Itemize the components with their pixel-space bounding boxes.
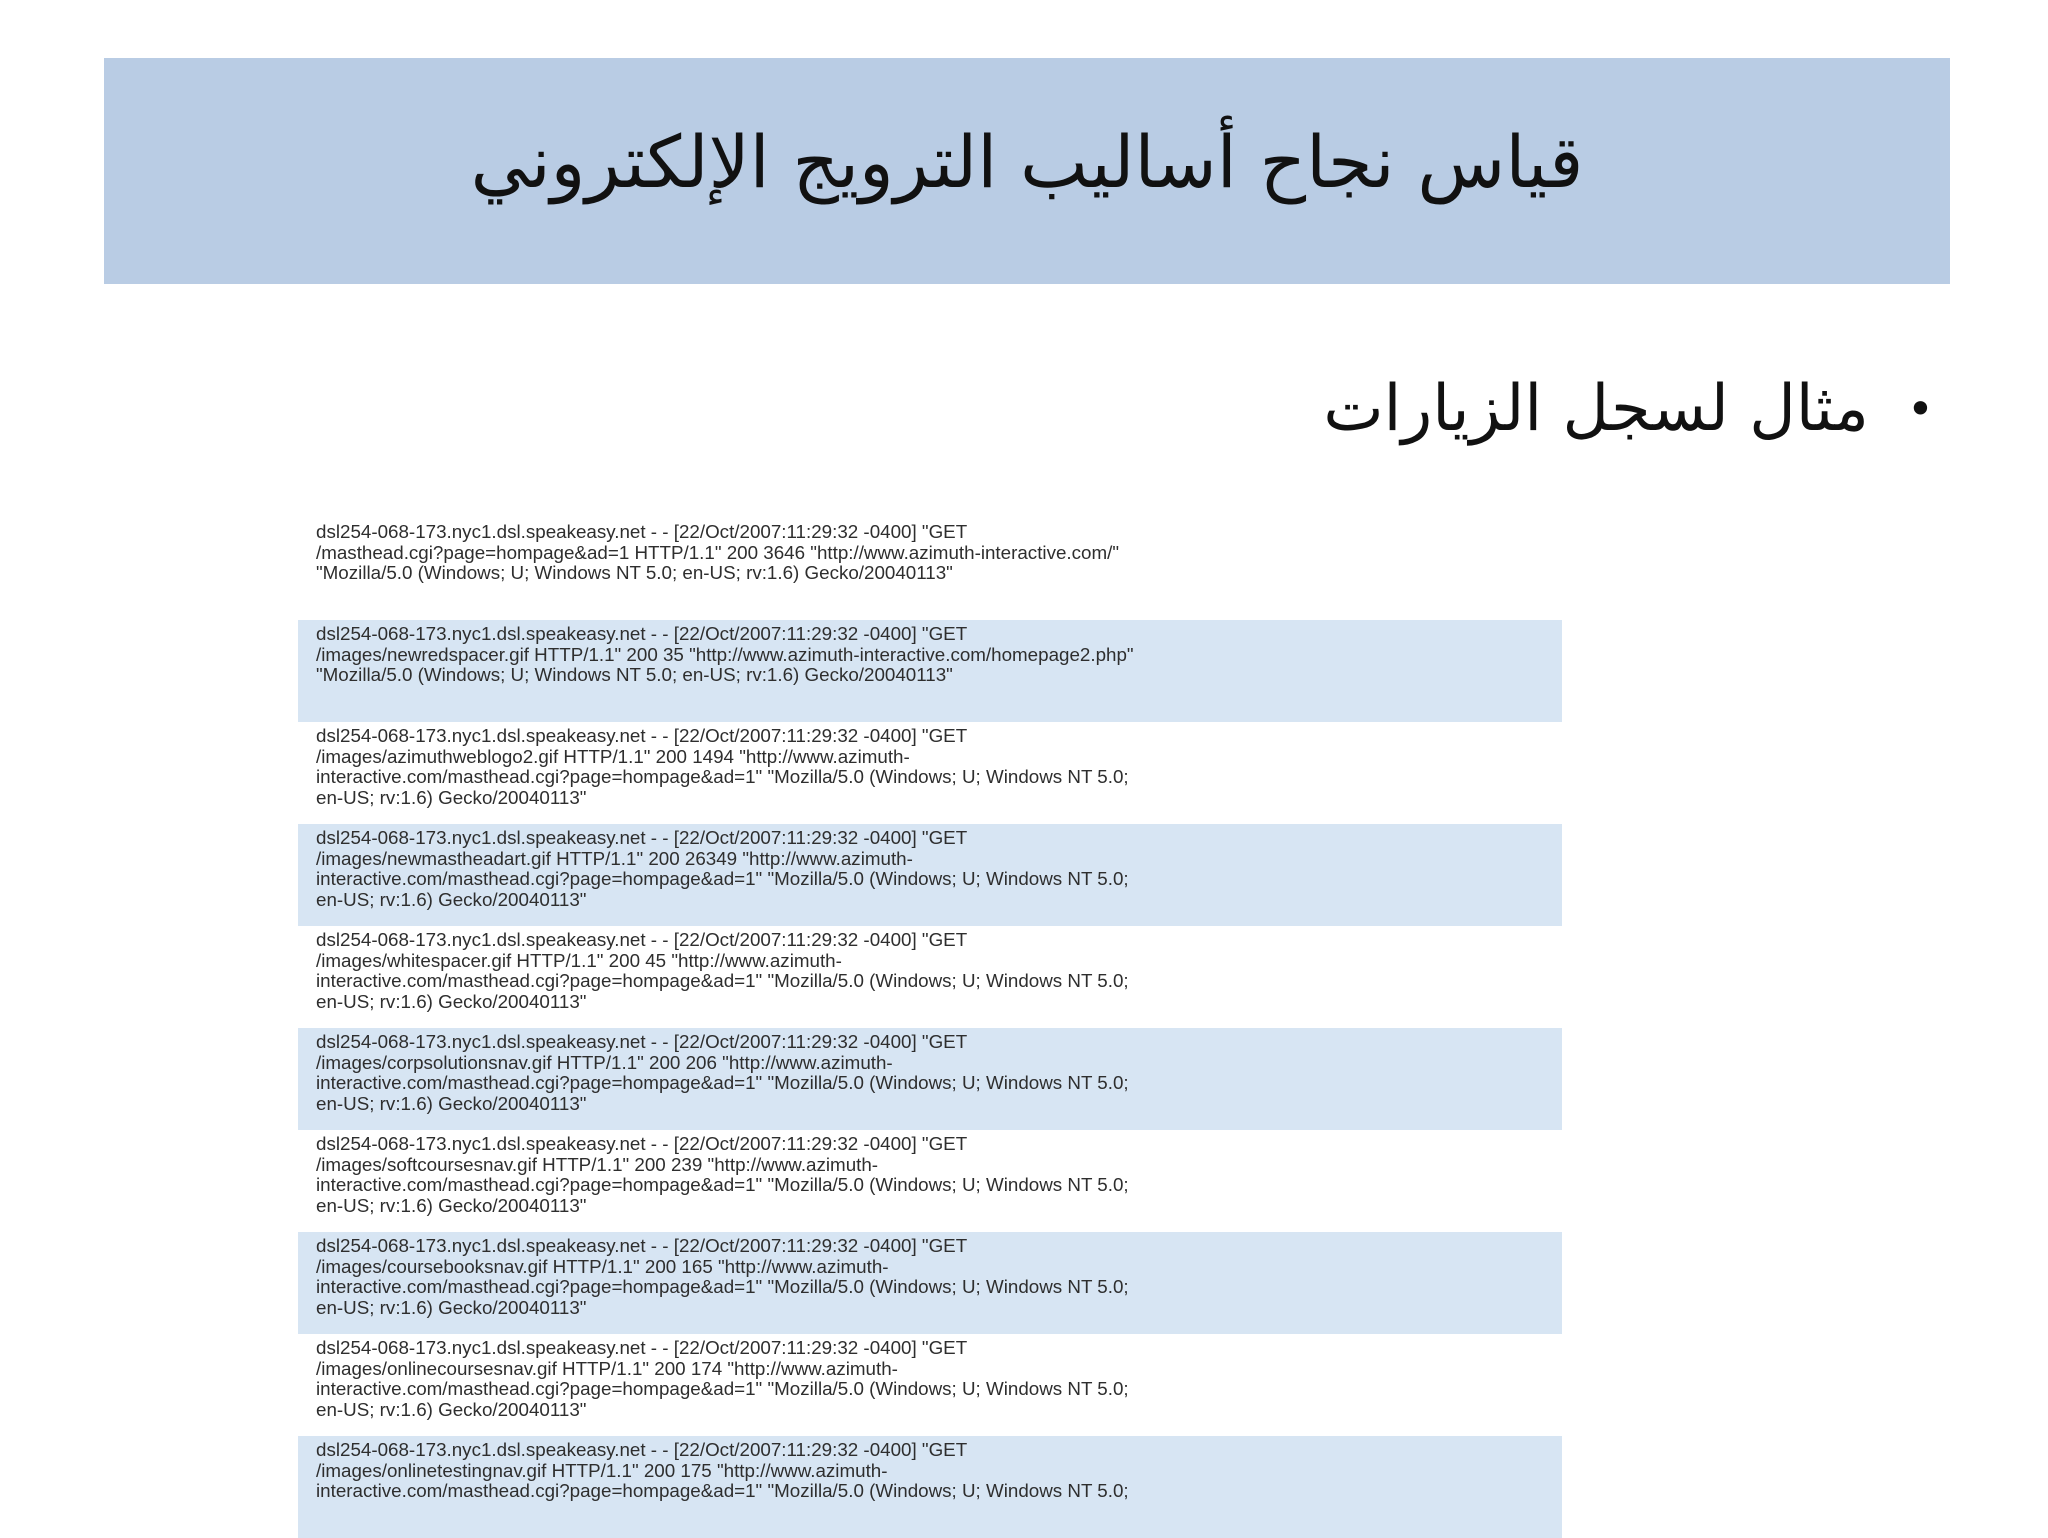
log-line: interactive.com/masthead.cgi?page=hompage&ad=1" "Mozilla/5.0 (Windows; U; Windows NT 5.0; bbox=[316, 970, 1129, 991]
log-entry bbox=[298, 926, 1562, 1028]
log-entry bbox=[298, 1436, 1562, 1538]
log-line: dsl254-068-173.nyc1.dsl.speakeasy.net - - [22/Oct/2007:11:29:32 -0400] "GET bbox=[316, 623, 968, 644]
slide-title: قياس نجاح أساليب الترويج الإلكتروني bbox=[470, 120, 1584, 204]
log-line: dsl254-068-173.nyc1.dsl.speakeasy.net - - [22/Oct/2007:11:29:32 -0400] "GET bbox=[316, 827, 968, 848]
log-entry bbox=[298, 722, 1562, 824]
log-line: dsl254-068-173.nyc1.dsl.speakeasy.net - - [22/Oct/2007:11:29:32 -0400] "GET bbox=[316, 1031, 968, 1052]
log-line: dsl254-068-173.nyc1.dsl.speakeasy.net - - [22/Oct/2007:11:29:32 -0400] "GET bbox=[316, 725, 968, 746]
log-line: interactive.com/masthead.cgi?page=hompage&ad=1" "Mozilla/5.0 (Windows; U; Windows NT 5.0; bbox=[316, 1072, 1129, 1093]
log-entry bbox=[298, 620, 1562, 722]
log-entry bbox=[298, 1334, 1562, 1436]
access-log-image bbox=[298, 518, 1562, 1501]
log-line: en-US; rv:1.6) Gecko/20040113" bbox=[316, 1296, 587, 1318]
log-line: en-US; rv:1.6) Gecko/20040113" bbox=[316, 1092, 587, 1114]
log-entry bbox=[298, 518, 1562, 620]
title-band bbox=[104, 58, 1950, 284]
log-line: /images/onlinecoursesnav.gif HTTP/1.1" 200 174 "http://www.azimuth- bbox=[316, 1357, 898, 1379]
log-line: /images/softcoursesnav.gif HTTP/1.1" 200 239 "http://www.azimuth- bbox=[316, 1153, 879, 1175]
bullet-dot-icon: • bbox=[1906, 382, 1934, 436]
log-line: interactive.com/masthead.cgi?page=hompage&ad=1" "Mozilla/5.0 (Windows; U; Windows NT 5.0; bbox=[316, 766, 1129, 787]
log-line: interactive.com/masthead.cgi?page=hompage&ad=1" "Mozilla/5.0 (Windows; U; Windows NT 5.0; bbox=[316, 1480, 1129, 1501]
log-line: dsl254-068-173.nyc1.dsl.speakeasy.net - - [22/Oct/2007:11:29:32 -0400] "GET bbox=[316, 1235, 968, 1256]
log-line: /images/onlinetestingnav.gif HTTP/1.1" 200 175 "http://www.azimuth- bbox=[316, 1459, 888, 1481]
log-entry bbox=[298, 1130, 1562, 1232]
log-line: interactive.com/masthead.cgi?page=hompage&ad=1" "Mozilla/5.0 (Windows; U; Windows NT 5.0; bbox=[316, 868, 1129, 889]
log-entry bbox=[298, 1232, 1562, 1334]
log-line: /images/coursebooksnav.gif HTTP/1.1" 200 165 "http://www.azimuth- bbox=[316, 1255, 889, 1277]
log-line: en-US; rv:1.6) Gecko/20040113" bbox=[316, 1398, 587, 1420]
log-line: interactive.com/masthead.cgi?page=hompage&ad=1" "Mozilla/5.0 (Windows; U; Windows NT 5.0; bbox=[316, 1276, 1129, 1297]
bullet-text: مثال لسجل الزيارات bbox=[1323, 372, 1869, 446]
log-line: dsl254-068-173.nyc1.dsl.speakeasy.net - - [22/Oct/2007:11:29:32 -0400] "GET bbox=[316, 929, 968, 950]
log-line: en-US; rv:1.6) Gecko/20040113" bbox=[316, 888, 587, 910]
log-line: /images/whitespacer.gif HTTP/1.1" 200 45 "http://www.azimuth- bbox=[316, 949, 842, 971]
log-line: dsl254-068-173.nyc1.dsl.speakeasy.net - - [22/Oct/2007:11:29:32 -0400] "GET bbox=[316, 1337, 968, 1358]
log-line: /images/newmastheadart.gif HTTP/1.1" 200 26349 "http://www.azimuth- bbox=[316, 847, 913, 869]
log-line: en-US; rv:1.6) Gecko/20040113" bbox=[316, 990, 587, 1012]
log-line: en-US; rv:1.6) Gecko/20040113" bbox=[316, 1194, 587, 1216]
log-line: /images/newredspacer.gif HTTP/1.1" 200 35 "http://www.azimuth-interactive.com/homepage2.php" bbox=[316, 643, 1134, 665]
log-line: dsl254-068-173.nyc1.dsl.speakeasy.net - - [22/Oct/2007:11:29:32 -0400] "GET bbox=[316, 1133, 968, 1154]
log-line: "Mozilla/5.0 (Windows; U; Windows NT 5.0; en-US; rv:1.6) Gecko/20040113" bbox=[316, 562, 953, 583]
log-line: interactive.com/masthead.cgi?page=hompage&ad=1" "Mozilla/5.0 (Windows; U; Windows NT 5.0; bbox=[316, 1174, 1129, 1195]
log-line: en-US; rv:1.6) Gecko/20040113" bbox=[316, 786, 587, 808]
bullet-item bbox=[1323, 372, 1934, 446]
log-line: /images/azimuthweblogo2.gif HTTP/1.1" 200 1494 "http://www.azimuth- bbox=[316, 745, 910, 767]
log-line: "Mozilla/5.0 (Windows; U; Windows NT 5.0; en-US; rv:1.6) Gecko/20040113" bbox=[316, 664, 953, 685]
log-line: /images/corpsolutionsnav.gif HTTP/1.1" 200 206 "http://www.azimuth- bbox=[316, 1051, 893, 1073]
log-line: interactive.com/masthead.cgi?page=hompage&ad=1" "Mozilla/5.0 (Windows; U; Windows NT 5.0; bbox=[316, 1378, 1129, 1399]
log-line: /masthead.cgi?page=hompage&ad=1 HTTP/1.1" 200 3646 "http://www.azimuth-interactive.com/" bbox=[316, 541, 1119, 563]
log-line: dsl254-068-173.nyc1.dsl.speakeasy.net - - [22/Oct/2007:11:29:32 -0400] "GET bbox=[316, 521, 968, 542]
log-entry bbox=[298, 824, 1562, 926]
log-line: dsl254-068-173.nyc1.dsl.speakeasy.net - - [22/Oct/2007:11:29:32 -0400] "GET bbox=[316, 1439, 968, 1460]
log-entry bbox=[298, 1028, 1562, 1130]
